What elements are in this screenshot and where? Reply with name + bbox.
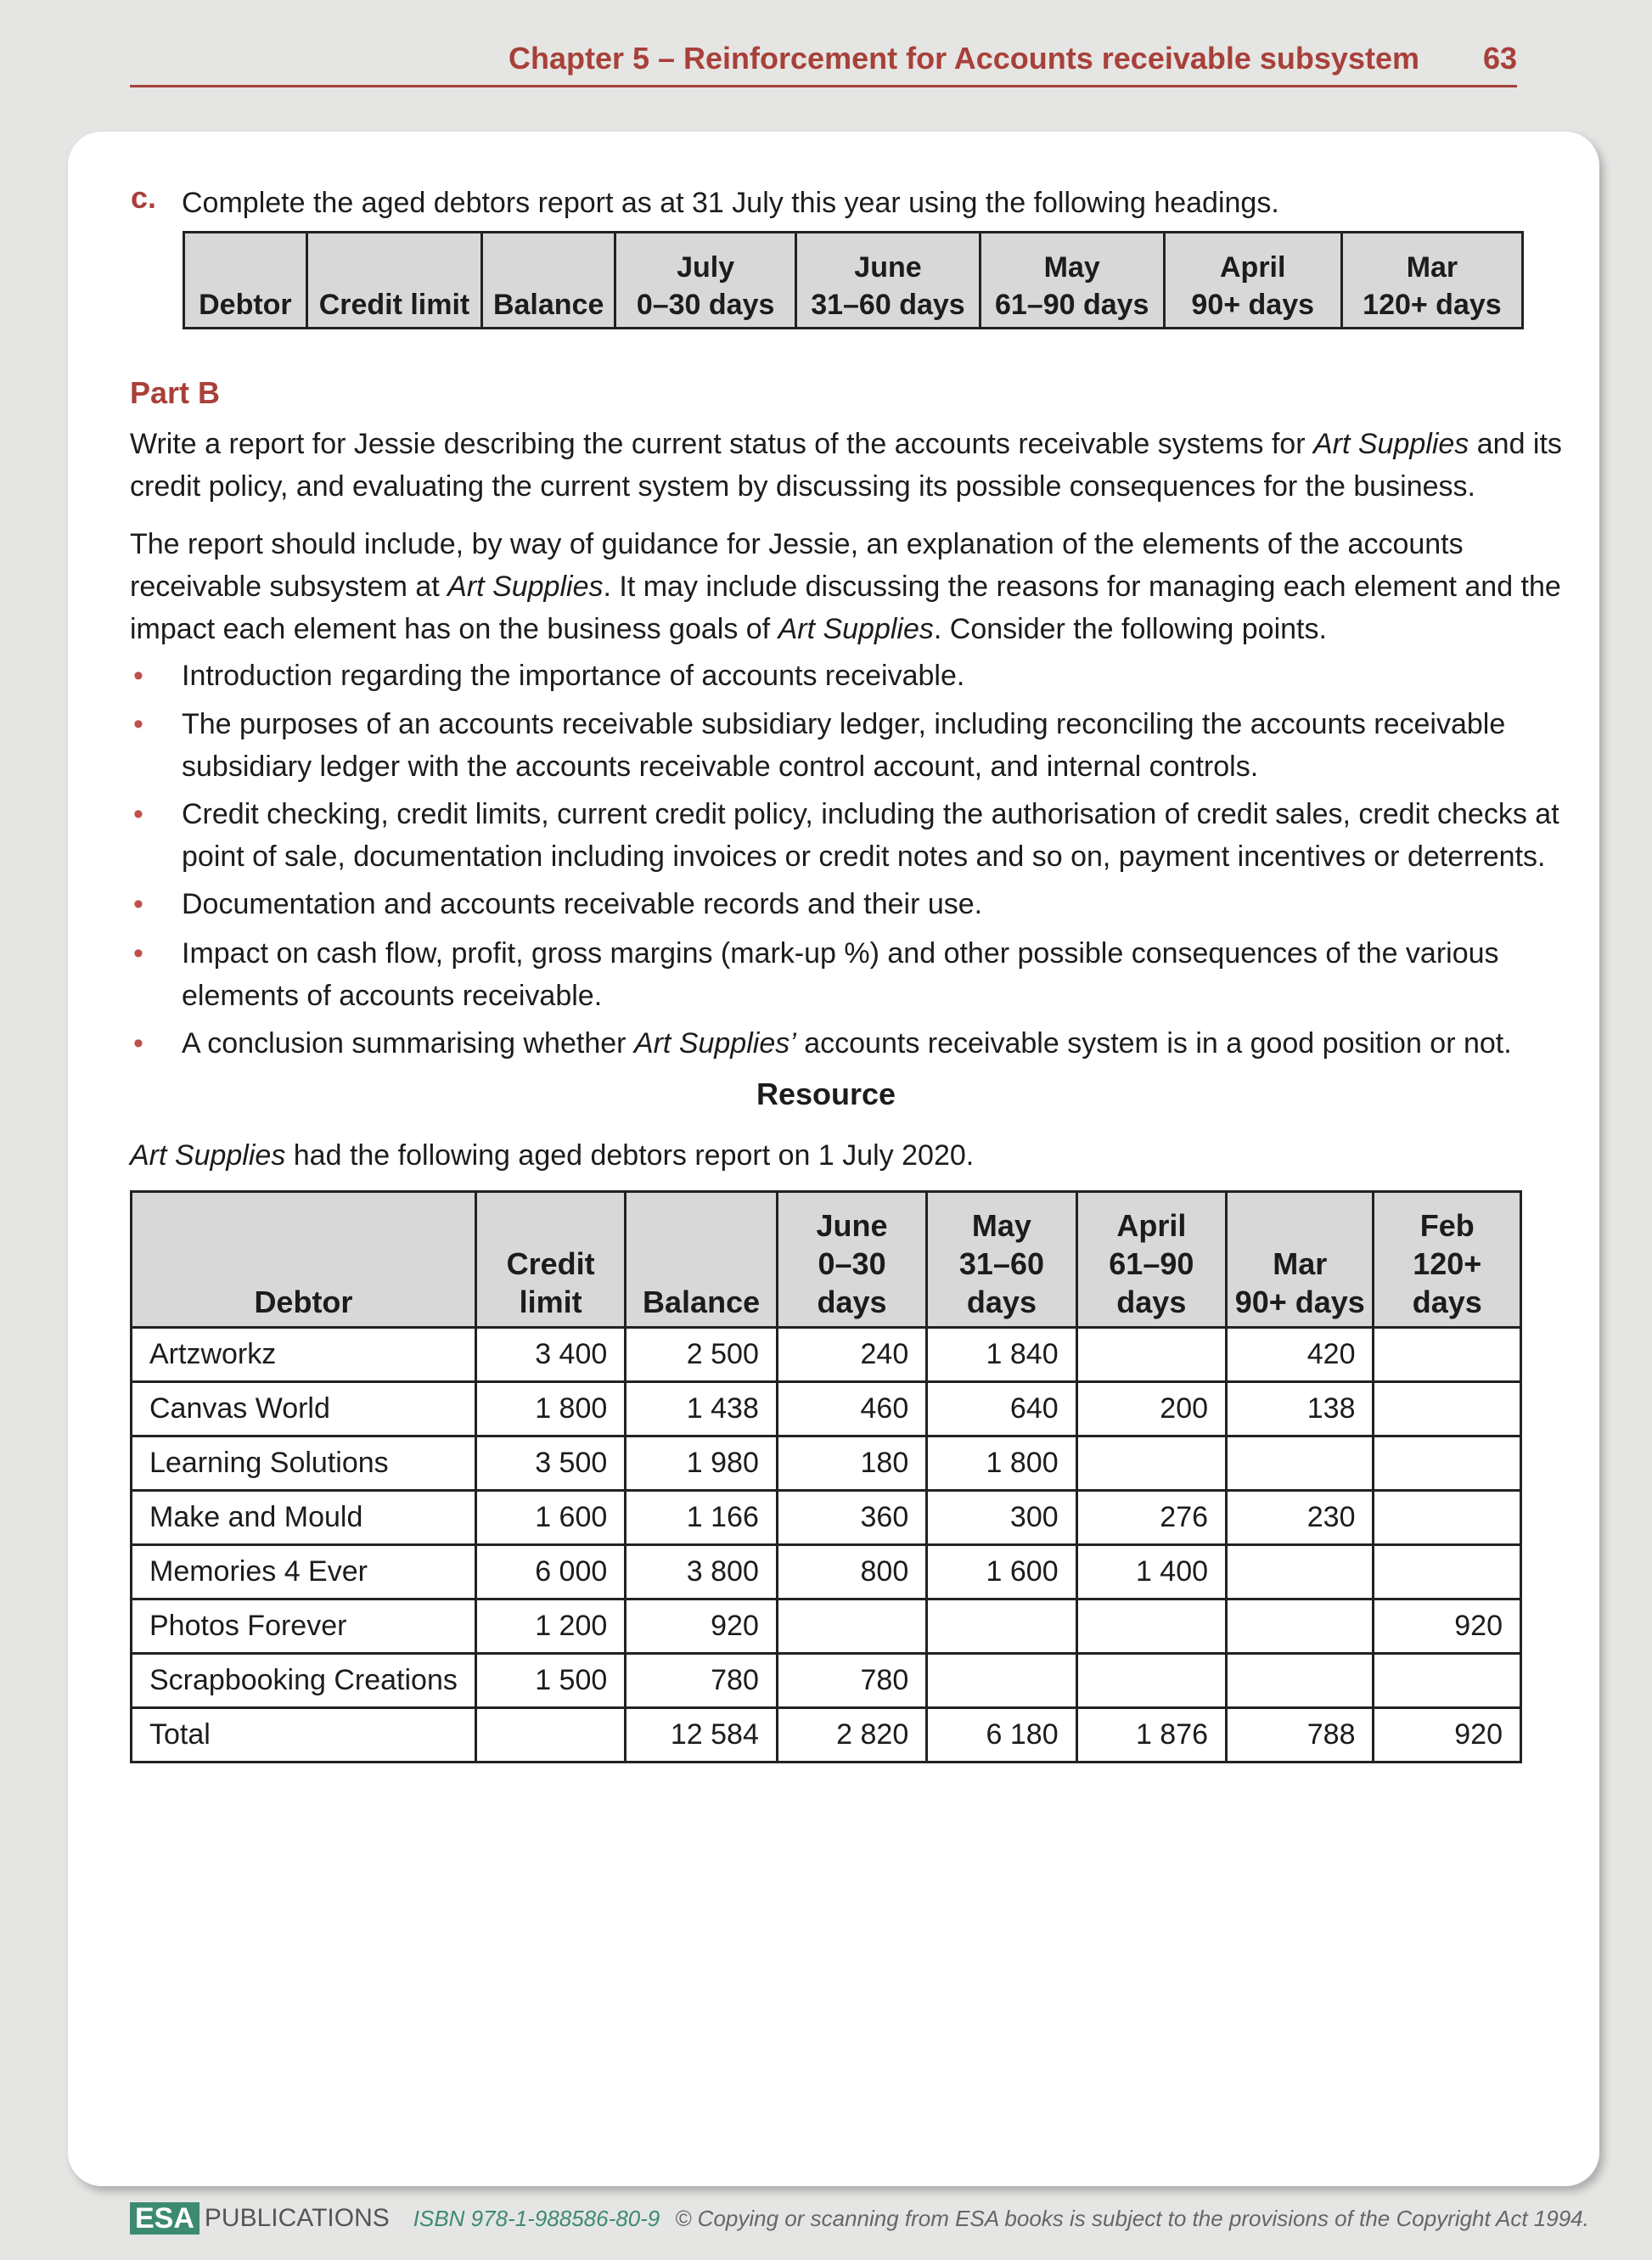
- table-row: [132, 1328, 1521, 1382]
- table-header-row: [132, 1192, 1521, 1328]
- bullet-dot: •: [133, 888, 143, 920]
- aged-debtors-report-table: [130, 1190, 1522, 1763]
- total-row: [132, 1708, 1521, 1762]
- amount-cell: [927, 1599, 1076, 1654]
- resource-intro: Art Supplies had the following aged debtors report on 1 July 2020.: [130, 1139, 975, 1172]
- debtor-name-cell: Learning Solutions: [132, 1436, 476, 1491]
- amount-cell: 230: [1227, 1491, 1374, 1545]
- amount-cell: 200: [1076, 1382, 1226, 1436]
- table-row: [132, 1436, 1521, 1491]
- col-credit-limit: Credit limit: [475, 1192, 625, 1328]
- bullet-5-line-1: Impact on cash flow, profit, gross margins (mark-up %) and other possible consequences of the various: [182, 937, 1499, 970]
- part-b-paragraph-2-line-1: The report should include, by way of guidance for Jessie, an explanation of the elements of the accounts: [130, 528, 1464, 560]
- table-body: [132, 1328, 1521, 1762]
- heading-april: April 90+ days: [1164, 233, 1341, 329]
- part-b-paragraph-2-line-2: receivable subsystem at Art Supplies. It may include discussing the reasons for managing each element and the: [130, 571, 1561, 603]
- amount-cell: 1 166: [626, 1491, 778, 1545]
- copyright-notice: © Copying or scanning from ESA books is subject to the provisions of the Copyright Act 1994.: [675, 2205, 1589, 2231]
- part-b-paragraph-1-line-2: credit policy, and evaluating the current system by discussing its possible consequences for the business.: [130, 470, 1475, 503]
- amount-cell: 276: [1076, 1491, 1226, 1545]
- amount-cell: [1374, 1328, 1521, 1382]
- table-row: [132, 1545, 1521, 1599]
- bullet-6: A conclusion summarising whether Art Supplies’ accounts receivable system is in a good position or not.: [182, 1027, 1512, 1060]
- amount-cell: 788: [1227, 1708, 1374, 1762]
- amount-cell: [1227, 1599, 1374, 1654]
- part-b-heading: Part B: [130, 375, 221, 410]
- amount-cell: 1 980: [626, 1436, 778, 1491]
- amount-cell: 1 438: [626, 1382, 778, 1436]
- amount-cell: 1 800: [475, 1382, 625, 1436]
- isbn: ISBN 978-1-988586-80-9: [413, 2205, 660, 2231]
- amount-cell: 800: [777, 1545, 926, 1599]
- bullet-3-line-2: point of sale, documentation including invoices or credit notes and so on, payment incentives or deterrents.: [182, 840, 1546, 873]
- amount-cell: 180: [777, 1436, 926, 1491]
- amount-cell: [1374, 1491, 1521, 1545]
- amount-cell: [1076, 1328, 1226, 1382]
- chapter-title: Chapter 5 – Reinforcement for Accounts receivable subsystem: [508, 41, 1419, 76]
- amount-cell: 1 600: [927, 1545, 1076, 1599]
- bullet-dot: •: [133, 660, 143, 692]
- col-may: May 31–60 days: [927, 1192, 1076, 1328]
- amount-cell: 1 840: [927, 1328, 1076, 1382]
- heading-june: June 31–60 days: [796, 233, 981, 329]
- amount-cell: 1 876: [1076, 1708, 1226, 1762]
- table-row: [132, 1599, 1521, 1654]
- debtor-name-cell: Scrapbooking Creations: [132, 1654, 476, 1708]
- part-b-paragraph-2-line-3: impact each element has on the business goals of Art Supplies. Consider the following points.: [130, 613, 1327, 645]
- bullet-2-line-1: The purposes of an accounts receivable subsidiary ledger, including reconciling the accounts receivable: [182, 708, 1506, 740]
- amount-cell: [777, 1599, 926, 1654]
- amount-cell: 2 500: [626, 1328, 778, 1382]
- amount-cell: 1 800: [927, 1436, 1076, 1491]
- col-mar: Mar 90+ days: [1227, 1192, 1374, 1328]
- amount-cell: 360: [777, 1491, 926, 1545]
- heading-balance: Balance: [482, 233, 615, 329]
- bullet-2-line-2: subsidiary ledger with the accounts receivable control account, and internal controls.: [182, 751, 1259, 783]
- debtor-name-cell: Photos Forever: [132, 1599, 476, 1654]
- bullet-dot: •: [133, 1027, 143, 1060]
- table-row: [132, 1382, 1521, 1436]
- bullet-4: Documentation and accounts receivable records and their use.: [182, 888, 983, 920]
- col-debtor: Debtor: [132, 1192, 476, 1328]
- amount-cell: 460: [777, 1382, 926, 1436]
- col-feb: Feb 120+ days: [1374, 1192, 1521, 1328]
- resource-title: Resource: [756, 1077, 896, 1111]
- amount-cell: 6 180: [927, 1708, 1076, 1762]
- bullet-3-line-1: Credit checking, credit limits, current credit policy, including the authorisation of credit sales, credit checks at: [182, 798, 1559, 830]
- amount-cell: 780: [626, 1654, 778, 1708]
- amount-cell: 780: [777, 1654, 926, 1708]
- col-balance: Balance: [626, 1192, 778, 1328]
- amount-cell: 300: [927, 1491, 1076, 1545]
- table-row: [132, 1654, 1521, 1708]
- amount-cell: [1227, 1545, 1374, 1599]
- amount-cell: 640: [927, 1382, 1076, 1436]
- amount-cell: 1 600: [475, 1491, 625, 1545]
- amount-cell: 2 820: [777, 1708, 926, 1762]
- amount-cell: [1374, 1436, 1521, 1491]
- amount-cell: 1 200: [475, 1599, 625, 1654]
- bullet-5-line-2: elements of accounts receivable.: [182, 980, 603, 1012]
- amount-cell: 920: [1374, 1599, 1521, 1654]
- bullet-1: Introduction regarding the importance of accounts receivable.: [182, 660, 965, 692]
- amount-cell: [1374, 1654, 1521, 1708]
- amount-cell: 3 500: [475, 1436, 625, 1491]
- heading-may: May 61–90 days: [980, 233, 1164, 329]
- amount-cell: [1374, 1382, 1521, 1436]
- amount-cell: [1227, 1654, 1374, 1708]
- debtor-name-cell: Make and Mould: [132, 1491, 476, 1545]
- page-header: [130, 34, 1517, 87]
- bullet-dot: •: [133, 708, 143, 740]
- bullet-dot: •: [133, 798, 143, 830]
- amount-cell: 240: [777, 1328, 926, 1382]
- amount-cell: 420: [1227, 1328, 1374, 1382]
- amount-cell: [1076, 1436, 1226, 1491]
- heading-credit-limit: Credit limit: [306, 233, 481, 329]
- table-row: [132, 1491, 1521, 1545]
- amount-cell: [1374, 1545, 1521, 1599]
- amount-cell: 1 400: [1076, 1545, 1226, 1599]
- heading-july: July 0–30 days: [615, 233, 796, 329]
- col-june: June 0–30 days: [777, 1192, 926, 1328]
- heading-mar: Mar 120+ days: [1341, 233, 1522, 329]
- amount-cell: 12 584: [626, 1708, 778, 1762]
- heading-debtor: Debtor: [184, 233, 307, 329]
- esa-logo: ESA: [130, 2202, 199, 2235]
- page-footer: [130, 2202, 1589, 2236]
- question-c-text: Complete the aged debtors report as at 31 July this year using the following headings.: [182, 187, 1279, 219]
- amount-cell: [927, 1654, 1076, 1708]
- amount-cell: 6 000: [475, 1545, 625, 1599]
- page-number: 63: [1482, 41, 1517, 76]
- aged-debtors-headings-table: [183, 231, 1524, 329]
- amount-cell: [1076, 1599, 1226, 1654]
- amount-cell: 920: [626, 1599, 778, 1654]
- amount-cell: [1076, 1654, 1226, 1708]
- bullet-dot: •: [133, 937, 143, 970]
- amount-cell: [475, 1708, 625, 1762]
- amount-cell: 920: [1374, 1708, 1521, 1762]
- question-c-label: c.: [131, 180, 157, 215]
- debtor-name-cell: Total: [132, 1708, 476, 1762]
- amount-cell: 1 500: [475, 1654, 625, 1708]
- amount-cell: 3 400: [475, 1328, 625, 1382]
- amount-cell: 138: [1227, 1382, 1374, 1436]
- debtor-name-cell: Artzworkz: [132, 1328, 476, 1382]
- debtor-name-cell: Canvas World: [132, 1382, 476, 1436]
- amount-cell: [1227, 1436, 1374, 1491]
- amount-cell: 3 800: [626, 1545, 778, 1599]
- col-april: April 61–90 days: [1076, 1192, 1226, 1328]
- publisher-name: PUBLICATIONS: [204, 2204, 390, 2232]
- part-b-paragraph-1-line-1: Write a report for Jessie describing the current status of the accounts receivable systems for Art Supplies and its: [130, 428, 1562, 460]
- debtor-name-cell: Memories 4 Ever: [132, 1545, 476, 1599]
